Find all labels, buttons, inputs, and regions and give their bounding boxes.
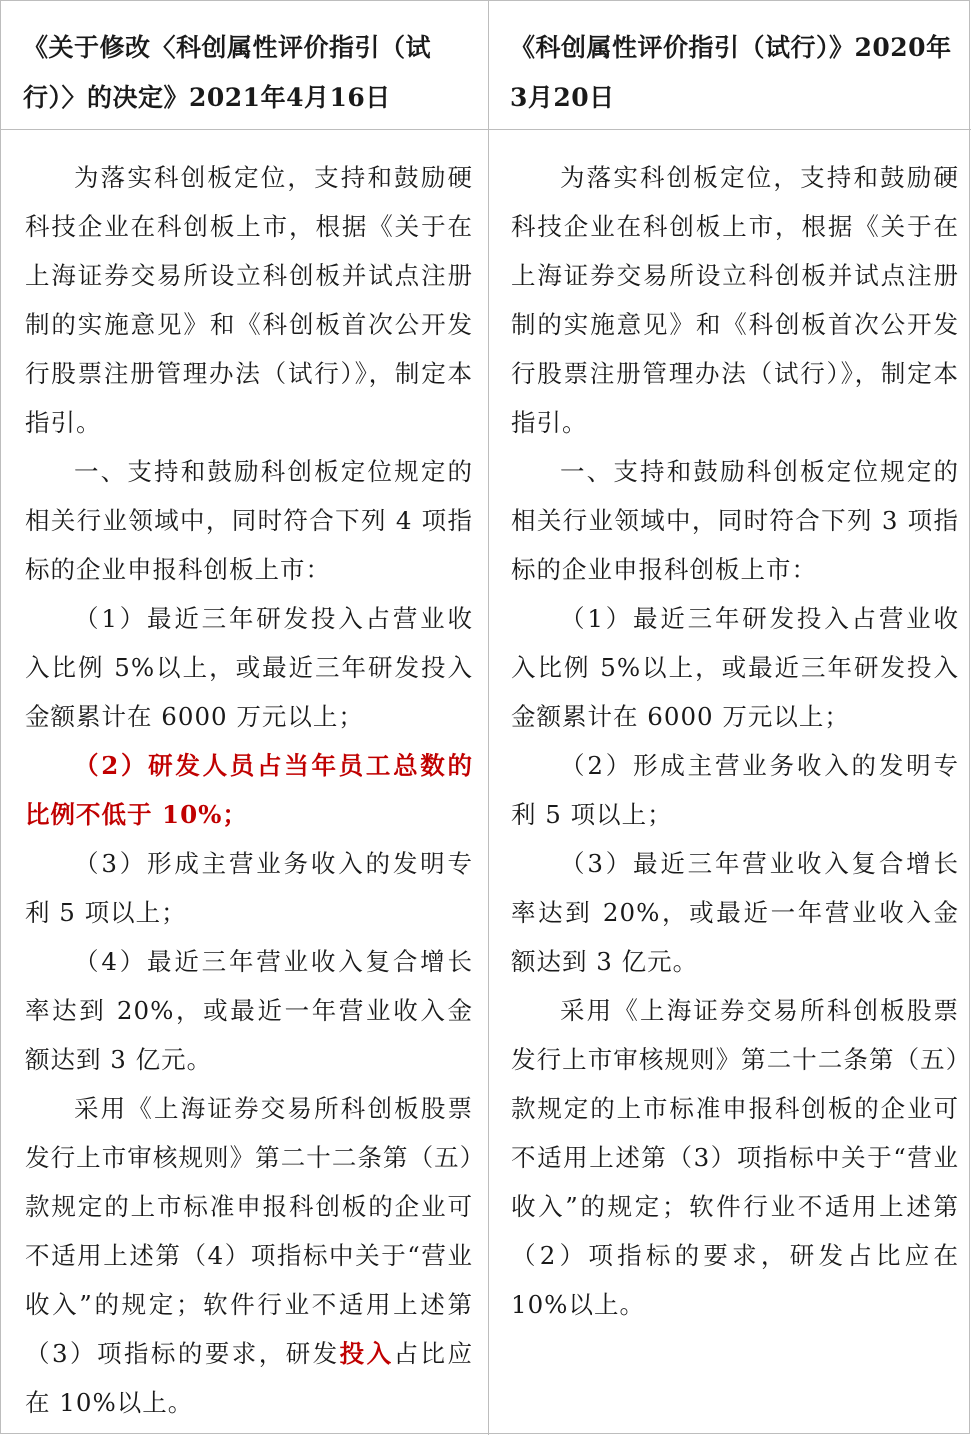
- right-intro-paragraph: 为落实科创板定位，支持和鼓励硬科技企业在科创板上市，根据《关于在上海证券交易所设立科创板并试点注册制的实施意见》和《科创板首次公开发行股票注册管理办法（试行）》，制定本指引。: [511, 163, 959, 437]
- left-exception-text-before: 采用《上海证券交易所科创板股票发行上市审核规则》第二十二条第（五）款规定的上市标准申报科创板的企业可不适用上述第（4）项指标中关于“营业收入”的规定；软件行业不适用上述第（3）项指标的要求，研发: [25, 1094, 473, 1368]
- left-item-3: （3）形成主营业务收入的发明专利 5 项以上；: [25, 849, 473, 927]
- header-divider: [1, 129, 971, 130]
- right-item-1: （1）最近三年研发投入占营业收入比例 5%以上，或最近三年研发投入金额累计在 6000 万元以上；: [511, 604, 959, 731]
- right-item-3: （3）最近三年营业收入复合增长率达到 20%，或最近一年营业收入金额达到 3 亿元。: [511, 849, 959, 976]
- left-exception-paragraph: [25, 1084, 473, 1427]
- left-header-cell: [23, 23, 473, 123]
- right-body-cell: [511, 153, 959, 1329]
- right-item-2: （2）形成主营业务收入的发明专利 5 项以上；: [511, 751, 959, 829]
- right-criteria-paragraph: 一、支持和鼓励科创板定位规定的相关行业领域中，同时符合下列 3 项指标的企业申报科创板上市：: [511, 457, 959, 584]
- left-item-1: （1）最近三年研发投入占营业收入比例 5%以上，或最近三年研发投入金额累计在 6000 万元以上；: [25, 604, 473, 731]
- right-exception-paragraph: 采用《上海证券交易所科创板股票发行上市审核规则》第二十二条第（五）款规定的上市标准申报科创板的企业可不适用上述第（3）项指标中关于“营业收入”的规定；软件行业不适用上述第（2）项指标的要求，研发占比应在 10%以上。: [511, 996, 959, 1319]
- right-header-title: 《科创属性评价指引（试行）》2020年3月20日: [510, 33, 952, 112]
- right-header-cell: [510, 23, 960, 123]
- left-intro-paragraph: 为落实科创板定位，支持和鼓励硬科技企业在科创板上市，根据《关于在上海证券交易所设立科创板并试点注册制的实施意见》和《科创板首次公开发行股票注册管理办法（试行）》，制定本指引。: [25, 163, 473, 437]
- left-criteria-paragraph: 一、支持和鼓励科创板定位规定的相关行业领域中，同时符合下列 4 项指标的企业申报科创板上市：: [25, 457, 473, 584]
- left-header-title: 《关于修改〈科创属性评价指引（试行）〉的决定》2021年4月16日: [23, 33, 432, 112]
- column-divider: [488, 1, 489, 1435]
- left-exception-text-after: 占比应在 10%以上。: [25, 1339, 474, 1417]
- left-item-2-highlighted: （2）研发人员占当年员工总数的比例不低于 10%；: [25, 751, 473, 829]
- left-body-cell: [25, 153, 473, 1427]
- left-exception-highlight: 投入: [339, 1339, 394, 1368]
- left-item-4: （4）最近三年营业收入复合增长率达到 20%，或最近一年营业收入金额达到 3 亿元。: [25, 947, 473, 1074]
